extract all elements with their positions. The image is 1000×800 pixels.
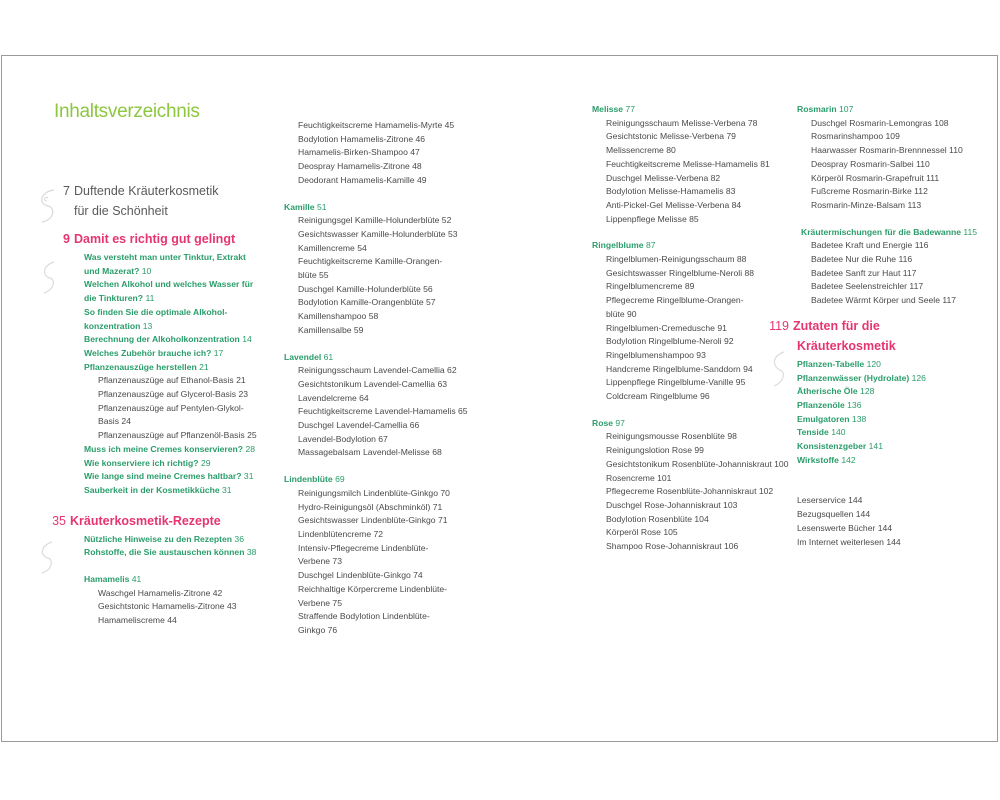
toc-subentry[interactable]: blüte 90: [606, 308, 637, 319]
toc-subentry[interactable]: Rosmarin-Minze-Balsam 113: [811, 199, 922, 210]
toc-subentry[interactable]: Reinigungsschaum Lavendel-Camellia 62: [298, 365, 457, 376]
chapter-number: 35: [52, 513, 66, 528]
toc-subentry[interactable]: Körperöl Rosmarin-Grapefruit 111: [811, 172, 940, 183]
toc-subentry[interactable]: Bodylotion Kamille-Orangenblüte 57: [298, 297, 436, 308]
toc-subentry[interactable]: Coldcream Ringelblume 96: [606, 391, 710, 402]
toc-subentry[interactable]: Lindenblütencreme 72: [298, 528, 384, 539]
toc-entry[interactable]: Berechnung der Alkoholkonzentration 14: [84, 334, 252, 345]
toc-subentry[interactable]: Lippenpflege Ringelblume-Vanille 95: [606, 377, 746, 388]
toc-entry[interactable]: Pflanzenwässer (Hydrolate) 126: [797, 372, 926, 383]
toc-subentry[interactable]: Verbene 75: [298, 597, 342, 608]
toc-subentry[interactable]: Deospray Rosmarin-Salbei 110: [811, 158, 930, 169]
toc-subentry[interactable]: Lippenpflege Melisse 85: [606, 213, 699, 224]
toc-entry[interactable]: die Tinkturen? 11: [84, 293, 155, 304]
toc-subentry[interactable]: Ringelblumen-Cremedusche 91: [606, 322, 727, 333]
toc-subentry[interactable]: Anti-Pickel-Gel Melisse-Verbena 84: [606, 199, 742, 210]
toc-subentry[interactable]: Waschgel Hamamelis-Zitrone 42: [98, 587, 223, 598]
toc-subentry[interactable]: Fußcreme Rosmarin-Birke 112: [811, 186, 928, 197]
toc-subentry[interactable]: Basis 24: [98, 416, 131, 427]
toc-service-entry[interactable]: Bezugsquellen 144: [797, 509, 871, 520]
toc-subentry[interactable]: Reinigungsschaum Melisse-Verbena 78: [606, 117, 758, 128]
toc-subentry[interactable]: blüte 55: [298, 270, 329, 281]
toc-subentry[interactable]: Massagebalsam Lavendel-Melisse 68: [298, 447, 442, 458]
toc-entry[interactable]: Muss ich meine Cremes konservieren? 28: [84, 443, 256, 454]
toc-subentry[interactable]: Rosmarinshampoo 109: [811, 131, 900, 142]
toc-subentry[interactable]: Reinigungslotion Rose 99: [606, 445, 704, 456]
toc-subentry[interactable]: Pflanzenauszüge auf Pentylen-Glykol-: [98, 402, 244, 413]
page-title: Inhaltsverzeichnis: [54, 101, 200, 122]
toc-subentry[interactable]: Reinigungsmousse Rosenblüte 98: [606, 431, 737, 442]
toc-subentry[interactable]: Kamillenshampoo 58: [298, 311, 379, 322]
toc-subentry[interactable]: Gesichtswasser Kamille-Holunderblüte 53: [298, 228, 458, 239]
toc-subentry[interactable]: Feuchtigkeitscreme Kamille-Orangen-: [298, 256, 443, 267]
chapter-number: 7: [63, 184, 70, 198]
toc-subentry[interactable]: Feuchtigkeitscreme Melisse-Hamamelis 81: [606, 158, 770, 169]
section-rose[interactable]: Rose 97: [592, 417, 625, 428]
chapter-119[interactable]: [767, 316, 992, 336]
toc-subentry[interactable]: Kamillencreme 54: [298, 242, 367, 253]
toc-entry[interactable]: Welches Zubehör brauche ich? 17: [84, 347, 224, 358]
chapter-title: Duftende Kräuterkosmetik: [74, 184, 219, 198]
toc-entry[interactable]: Sauberkeit in der Kosmetikküche 31: [84, 484, 232, 495]
chapter-9[interactable]: [54, 229, 274, 249]
toc-column-2: [284, 119, 484, 638]
toc-subentry[interactable]: Feuchtigkeitscreme Lavendel-Hamamelis 65: [298, 406, 468, 417]
chapter-title: Zutaten für die: [793, 318, 880, 333]
toc-subentry[interactable]: Pflegecreme Ringelblume-Orangen-: [606, 295, 744, 306]
toc-subentry[interactable]: Shampoo Rose-Johanniskraut 106: [606, 541, 739, 552]
section-rosmarin[interactable]: Rosmarin 107: [797, 104, 854, 114]
toc-subentry[interactable]: Feuchtigkeitscreme Hamamelis-Myrte 45: [298, 120, 455, 130]
section-lindenbluete[interactable]: Lindenblüte 69: [284, 474, 345, 485]
toc-subentry[interactable]: Gesichtswasser Ringelblume-Neroli 88: [606, 267, 755, 278]
toc-entry[interactable]: Ätherische Öle 128: [797, 386, 875, 397]
toc-subentry[interactable]: Bodylotion Ringelblume-Neroli 92: [606, 336, 734, 347]
toc-subentry[interactable]: Badetee Kraft und Energie 116: [811, 240, 929, 251]
toc-subentry[interactable]: Badetee Seelenstreichler 117: [811, 281, 924, 292]
toc-subentry[interactable]: Ringelblumenshampoo 93: [606, 349, 706, 360]
toc-subentry[interactable]: Badetee Sanft zur Haut 117: [811, 267, 917, 278]
toc-subentry[interactable]: Pflegecreme Rosenblüte-Johanniskraut 102: [606, 486, 774, 497]
toc-subentry[interactable]: Gesichtstonikum Lavendel-Camellia 63: [298, 378, 448, 389]
toc-subentry[interactable]: Duschgel Rose-Johanniskraut 103: [606, 499, 738, 510]
toc-subentry[interactable]: Lavendel-Bodylotion 67: [298, 433, 388, 444]
toc-service-entry[interactable]: Leserservice 144: [797, 495, 863, 506]
toc-subentry[interactable]: Gesichtstonikum Rosenblüte-Johanniskraut 100: [606, 458, 789, 469]
toc-subentry[interactable]: Badetee Nur die Ruhe 116: [811, 254, 913, 265]
toc-subentry[interactable]: Gesichtstonic Melisse-Verbena 79: [606, 131, 736, 142]
section-badewanne[interactable]: Kräutermischungen für die Badewanne 115: [801, 226, 978, 237]
toc-subentry[interactable]: Handcreme Ringelblume-Sanddorn 94: [606, 363, 753, 374]
toc-subentry[interactable]: Ringelblumen-Reinigungsschaum 88: [606, 254, 747, 265]
toc-subentry[interactable]: Melissencreme 80: [606, 145, 676, 156]
toc-subentry[interactable]: Pflanzenauszüge auf Ethanol-Basis 21: [98, 375, 246, 386]
toc-service-entry[interactable]: Lesenswerte Bücher 144: [797, 522, 893, 533]
toc-subentry[interactable]: Bodylotion Hamamelis-Zitrone 46: [298, 133, 426, 144]
toc-entry[interactable]: Welchen Alkohol und welches Wasser für: [84, 279, 254, 290]
toc-entry[interactable]: Wie konserviere ich richtig? 29: [84, 457, 211, 468]
toc-subentry[interactable]: Reichhaltige Körpercreme Lindenblüte-: [298, 583, 448, 594]
toc-subentry[interactable]: Hamameliscreme 44: [98, 615, 177, 626]
toc-subentry[interactable]: Duschgel Rosmarin-Lemongras 108: [811, 117, 949, 128]
toc-subentry[interactable]: Haarwasser Rosmarin-Brennnessel 110: [811, 145, 963, 156]
toc-subentry[interactable]: Rosencreme 101: [606, 472, 672, 483]
toc-entry[interactable]: Konsistenzgeber 141: [797, 441, 883, 452]
toc-subentry[interactable]: Verbene 73: [298, 556, 342, 567]
toc-subentry[interactable]: Bodylotion Rosenblüte 104: [606, 513, 709, 524]
toc-entry[interactable]: Pflanzen-Tabelle 120: [797, 358, 881, 369]
toc-entry[interactable]: Nützliche Hinweise zu den Rezepten 36: [84, 533, 244, 544]
toc-subentry[interactable]: Hamamelis-Birken-Shampoo 47: [298, 147, 420, 158]
toc-column-1: [54, 181, 274, 628]
toc-subentry[interactable]: Ringelblumencreme 89: [606, 281, 695, 292]
toc-column-4: [769, 103, 992, 549]
toc-entry[interactable]: konzentration 13: [84, 320, 153, 331]
toc-subentry[interactable]: Ginkgo 76: [298, 624, 338, 635]
chapter-7[interactable]: [54, 181, 274, 201]
toc-subentry[interactable]: Intensiv-Pflegecreme Lindenblüte-: [298, 542, 429, 553]
toc-service-entry[interactable]: Im Internet weiterlesen 144: [797, 536, 901, 547]
section-kamille[interactable]: Kamille 51: [284, 201, 327, 212]
toc-subentry[interactable]: Bodylotion Melisse-Hamamelis 83: [606, 186, 736, 197]
toc-entry[interactable]: Wirkstoffe 142: [797, 454, 856, 465]
chapter-title: Kräuterkosmetik-Rezepte: [70, 513, 221, 528]
section-ringelblume[interactable]: Ringelblume 87: [592, 240, 656, 251]
toc-subentry[interactable]: Kamillensalbe 59: [298, 324, 364, 335]
chapter-7-line2: für die Schönheit: [74, 204, 168, 218]
toc-subentry[interactable]: Duschgel Melisse-Verbena 82: [606, 172, 721, 183]
toc-entry[interactable]: Pflanzenöle 136: [797, 399, 862, 410]
toc-entry[interactable]: Pflanzenauszüge herstellen 21: [84, 361, 209, 372]
chapter-title: Damit es richtig gut gelingt: [74, 232, 236, 246]
toc-subentry[interactable]: Gesichtstonic Hamamelis-Zitrone 43: [98, 601, 237, 612]
toc-subentry[interactable]: Pflanzenauszüge auf Pflanzenöl-Basis 25: [98, 430, 257, 441]
toc-subentry[interactable]: Reinigungsgel Kamille-Holunderblüte 52: [298, 215, 452, 226]
toc-entry[interactable]: So finden Sie die optimale Alkohol-: [84, 306, 228, 317]
toc-subentry[interactable]: Lavendelcreme 64: [298, 392, 369, 403]
chapter-number: 119: [769, 318, 789, 333]
toc-subentry[interactable]: Badetee Wärmt Körper und Seele 117: [811, 295, 957, 306]
toc-entry[interactable]: Rohstoffe, die Sie austauschen können 38: [84, 547, 257, 558]
toc-subentry[interactable]: Deodorant Hamamelis-Kamille 49: [298, 174, 427, 185]
toc-subentry[interactable]: Straffende Bodylotion Lindenblüte-: [298, 611, 430, 622]
toc-subentry[interactable]: Hydro-Reinigungsöl (Abschminköl) 71: [298, 501, 443, 512]
toc-subentry[interactable]: Duschgel Lavendel-Camellia 66: [298, 420, 420, 431]
toc-subentry[interactable]: Körperöl Rose 105: [606, 527, 678, 538]
chapter-35[interactable]: [48, 511, 274, 531]
toc-subentry[interactable]: Duschgel Kamille-Holunderblüte 56: [298, 283, 433, 294]
toc-subentry[interactable]: Pflanzenauszüge auf Glycerol-Basis 23: [98, 389, 249, 400]
toc-entry[interactable]: Tenside 140: [797, 427, 846, 438]
toc-entry[interactable]: und Mazerat? 10: [84, 265, 152, 276]
chapter-119-line2: Kräuterkosmetik: [797, 338, 896, 353]
toc-entry[interactable]: Was versteht man unter Tinktur, Extrakt: [84, 252, 246, 262]
toc-subentry[interactable]: Deospray Hamamelis-Zitrone 48: [298, 161, 422, 172]
section-hamamelis[interactable]: Hamamelis 41: [84, 574, 142, 585]
toc-entry[interactable]: Emulgatoren 138: [797, 413, 867, 424]
section-lavendel[interactable]: Lavendel 61: [284, 351, 334, 362]
toc-subentry[interactable]: Reinigungsmilch Lindenblüte-Ginkgo 70: [298, 487, 450, 498]
toc-subentry[interactable]: Gesichtswasser Lindenblüte-Ginkgo 71: [298, 515, 448, 526]
toc-subentry[interactable]: Duschgel Lindenblüte-Ginkgo 74: [298, 570, 423, 581]
chapter-number: 9: [63, 232, 70, 246]
section-melisse[interactable]: Melisse 77: [592, 104, 636, 114]
toc-entry[interactable]: Wie lange sind meine Cremes haltbar? 31: [84, 471, 254, 482]
